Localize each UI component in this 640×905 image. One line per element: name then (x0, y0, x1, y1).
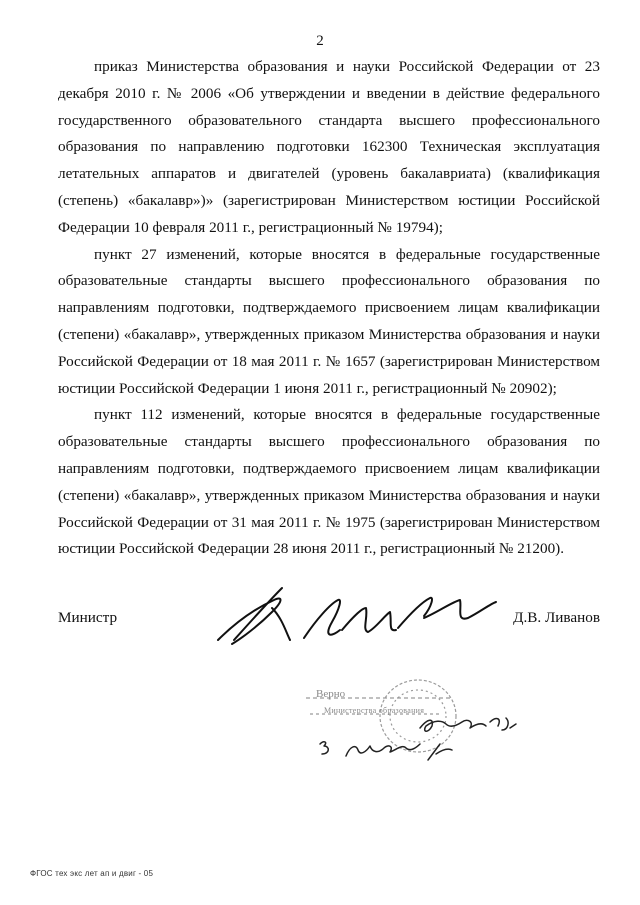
stamp-small-text: Министерства образования (324, 706, 425, 715)
paragraph-order-2006: приказ Министерства образования и науки Российской Федерации от 23 декабря 2010 г. № 2006 «Об утверждении и введении в действие федерального государственного образовательного стандарта высшего профессионального образования по направлению подготовки 162300 Техническая эксплуатация летательных аппаратов и двигателей (уровень бакалавриата) (квалификация (степень) «бакалавр»)» (зарегистрирован Министерством юстиции Российской Федерации 10 февраля 2011 г., регистрационный № 19794); (58, 58, 600, 236)
stamp-word: Верно (316, 688, 346, 700)
paragraph-item-112: пункт 112 изменений, которые вносятся в федеральные государственные образовательные стандарты высшего профессионального образования по направлениям подготовки, подтверждаемого присвоением лицам квалификации (степени) «бакалавр», утвержденных приказом Министерства образования и науки Российской Федерации от 31 мая 2011 г. № 1975 (зарегистрирован Министерством юстиции Российской Федерации 28 июня 2011 г., регистрационный № 21200). (58, 406, 600, 558)
signer-name: Д.В. Ливанов (513, 609, 600, 626)
document-footer: ФГОС тех экс лет ап и двиг - 05 (30, 869, 154, 878)
signer-role: Министр (58, 609, 118, 626)
handwritten-certification (310, 708, 530, 778)
page-number: 2 (316, 33, 324, 49)
paragraph-item-27: пункт 27 изменений, которые вносятся в федеральные государственные образовательные стандарты высшего профессионального образования по направлениям подготовки, подтверждаемого присвоением лицам квалификации (степени) «бакалавр», утвержденных приказом Министерства образования и науки Российской Федерации от 18 мая 2011 г. № 1657 (зарегистрирован Министерством юстиции Российской Федерации 1 июня 2011 г., регистрационный № 20902); (58, 245, 600, 397)
document-body (58, 54, 600, 563)
handwritten-signature (212, 578, 502, 658)
